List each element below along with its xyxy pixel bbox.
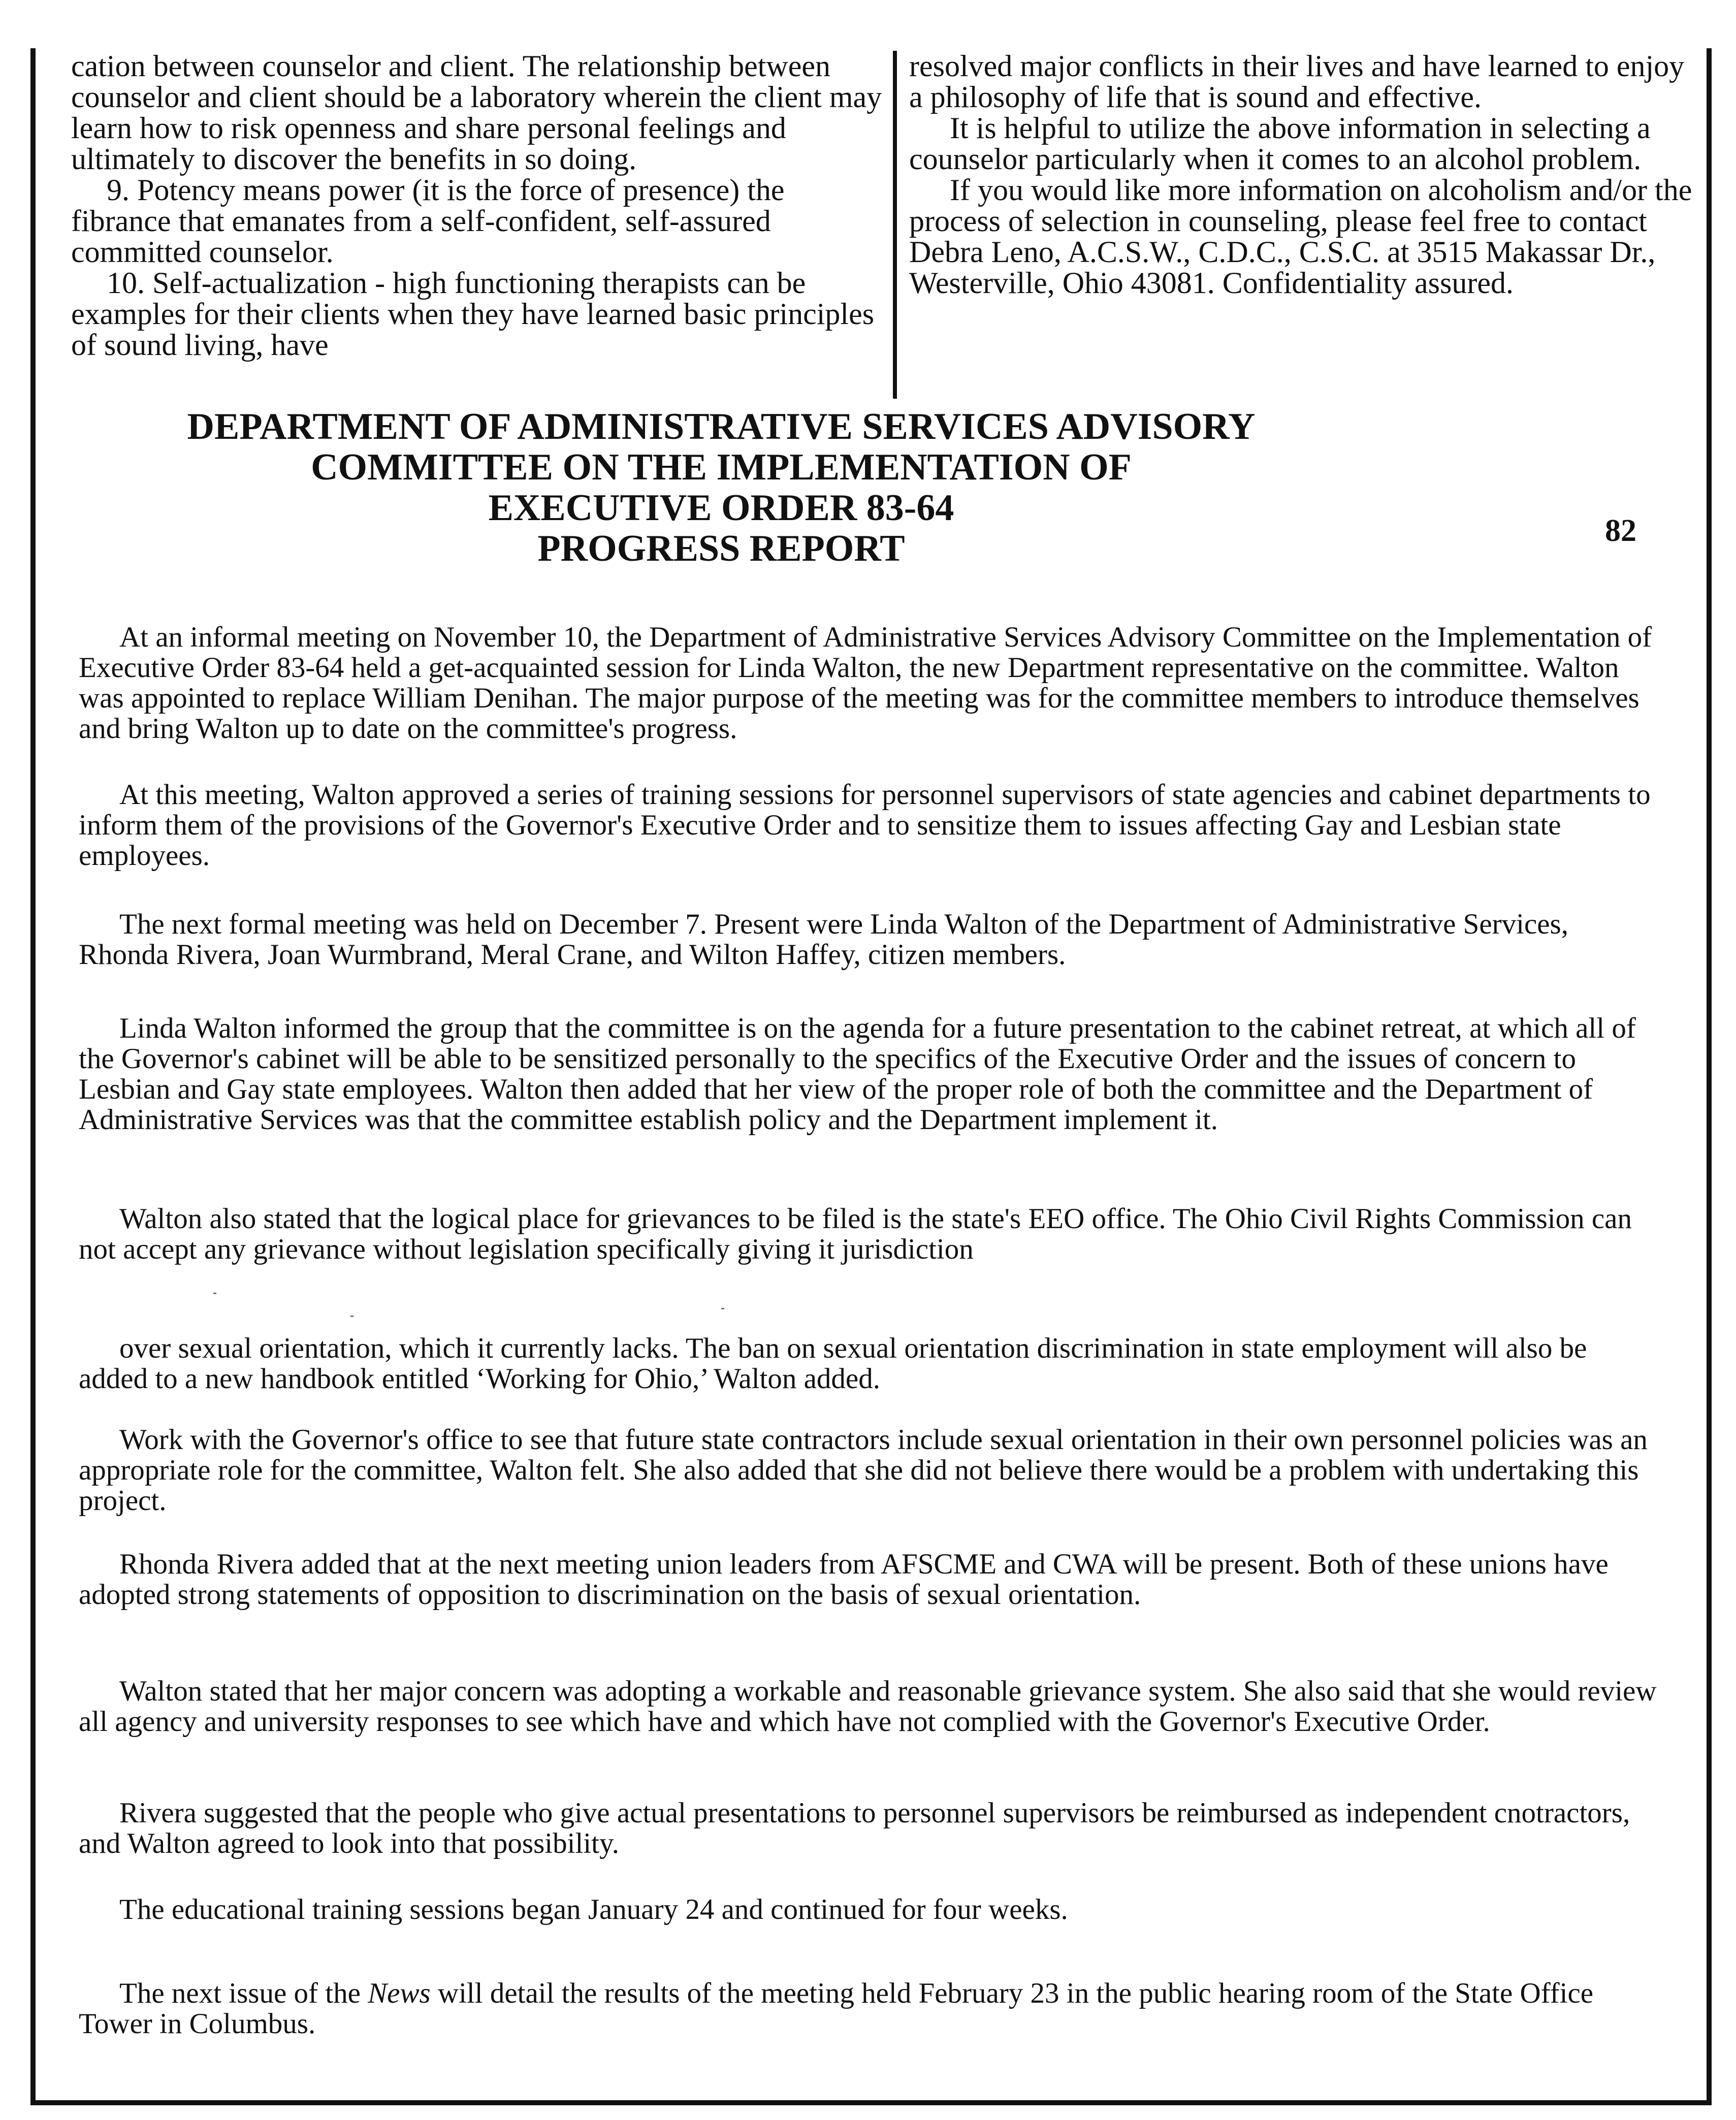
headline-line: EXECUTIVE ORDER 83-64 [488, 487, 954, 529]
paragraph-text [79, 1978, 1658, 2039]
paragraph-text: Work with the Governor's office to see that future state contractors include sexual orientation in their own personnel policies was an appropriate role for the committee, Walton felt. She also added that she did not believe there would be a problem with undertaking this project. [79, 1424, 1648, 1517]
article-paragraph [79, 1978, 1658, 2039]
left-column [71, 51, 884, 361]
left-column-paragraph: 10. Self-actualization - high functioning therapists can be examples for their clients when they have learned basic principles of sound living, have [71, 266, 875, 362]
article-headline [71, 406, 1371, 569]
left-column-paragraph: 9. Potency means power (it is the force of presence) the fibrance that emanates from a self-confident, self-assured committed counselor. [71, 173, 785, 269]
scan-speck [213, 1293, 216, 1294]
article-paragraph [79, 1798, 1658, 1859]
paragraph-text: Rhonda Rivera added that at the next meeting union leaders from AFSCME and CWA will be present. Both of these unions have adopted strong statements of opposition to discrimination on the basis of sexual orientation. [79, 1548, 1609, 1611]
scan-speck [350, 1315, 353, 1317]
article-paragraph [79, 1425, 1658, 1516]
paragraph-text: Linda Walton informed the group that the committee is on the agenda for a future presentation to the cabinet retreat, at which all of the Governor's cabinet will be able to be sensitized personally to the specifics of the Executive Order and the issues of concern to Lesbian and Gay state employees. Walton then added that her view of the proper role of both the committee and the Department of Administrative Services was that the committee establish policy and the Department implement it. [79, 1012, 1636, 1136]
page-number: 82 [1605, 513, 1636, 548]
paragraph-text-end: will detail the results of the meeting held February 23 in the public hearing room of the State Office Tower in Columbus. [79, 1977, 1594, 2040]
paragraph-text: Rivera suggested that the people who give actual presentations to personnel supervisors be reimbursed as independent cnotractors, and Walton agreed to look into that possibility. [79, 1797, 1630, 1859]
article-paragraph [79, 1549, 1658, 1610]
right-column [909, 51, 1701, 299]
article-paragraph [79, 909, 1658, 970]
headline-line: COMMITTEE ON THE IMPLEMENTATION OF [311, 446, 1132, 488]
paragraph-text-start: The next issue of the [119, 1977, 368, 2009]
right-column-paragraph: If you would like more information on alcoholism and/or the process of selection in counseling, please feel free to contact Debra Leno, A.C.S.W., C.D.C., C.S.C. at 3515 Makassar Dr., Westerville, Ohio 43081. Confidentiality assured. [909, 173, 1692, 300]
right-column-paragraph: resolved major conflicts in their lives and have learned to enjoy a philosophy of life that is sound and effective. [909, 49, 1685, 114]
article-paragraph [79, 780, 1658, 871]
article-paragraph [79, 1204, 1658, 1265]
paragraph-text: At an informal meeting on November 10, the Department of Administrative Services Advisory Committee on the Implementation of Executive Order 83-64 held a get-acquainted session for Linda Walton, the new Department representative on the committee. Walton was appointed to replace William Denihan. The major purpose of the meeting was for the committee members to introduce themselves and bring Walton up to date on the committee's progress. [79, 621, 1652, 745]
article-paragraph [79, 1013, 1658, 1135]
right-column-paragraph: It is helpful to utilize the above information in selecting a counselor particularly when it comes to an alcohol problem. [909, 111, 1651, 176]
paragraph-text: The next formal meeting was held on December 7. Present were Linda Walton of the Department of Administrative Services, Rhonda Rivera, Joan Wurmbrand, Meral Crane, and Wilton Haffey, citizen members. [79, 908, 1568, 971]
paragraph-text: Walton stated that her major concern was adopting a workable and reasonable grievance system. She also said that she would review all agency and university responses to see which have and which have not complied with the Governor's Executive Order. [79, 1675, 1657, 1738]
paragraph-text: At this meeting, Walton approved a series of training sessions for personnel supervisors of state agencies and cabinet departments to inform them of the provisions of the Governor's Executive Order and to sensitize them to issues affecting Gay and Lesbian state employees. [79, 779, 1651, 872]
paragraph-text: over sexual orientation, which it currently lacks. The ban on sexual orientation discrimination in state employment will also be added to a new handbook entitled ‘Working for Ohio,’ Walton added. [79, 1332, 1587, 1395]
paragraph-text: Walton also stated that the logical place for grievances to be filed is the state's EEO office. The Ohio Civil Rights Commission can not accept any grievance without legislation specifically giving it jurisdiction [79, 1203, 1632, 1265]
headline-line: PROGRESS REPORT [537, 528, 905, 569]
article-paragraph [79, 1676, 1658, 1737]
headline-line: DEPARTMENT OF ADMINISTRATIVE SERVICES ADVISORY [187, 406, 1256, 447]
left-column-paragraph: cation between counselor and client. The relationship between counselor and client should be a laboratory wherein the client may learn how to risk openness and share personal feelings and ultimately to discover the benefits in so doing. [71, 49, 882, 176]
paragraph-text: The educational training sessions began January 24 and continued for four weeks. [119, 1893, 1068, 1925]
scan-speck [721, 1308, 724, 1309]
newspaper-title: News [368, 1977, 431, 2009]
column-divider [893, 51, 897, 399]
article-paragraph [79, 1333, 1658, 1394]
article-paragraph [79, 1894, 1658, 1925]
article-paragraph [79, 622, 1658, 744]
